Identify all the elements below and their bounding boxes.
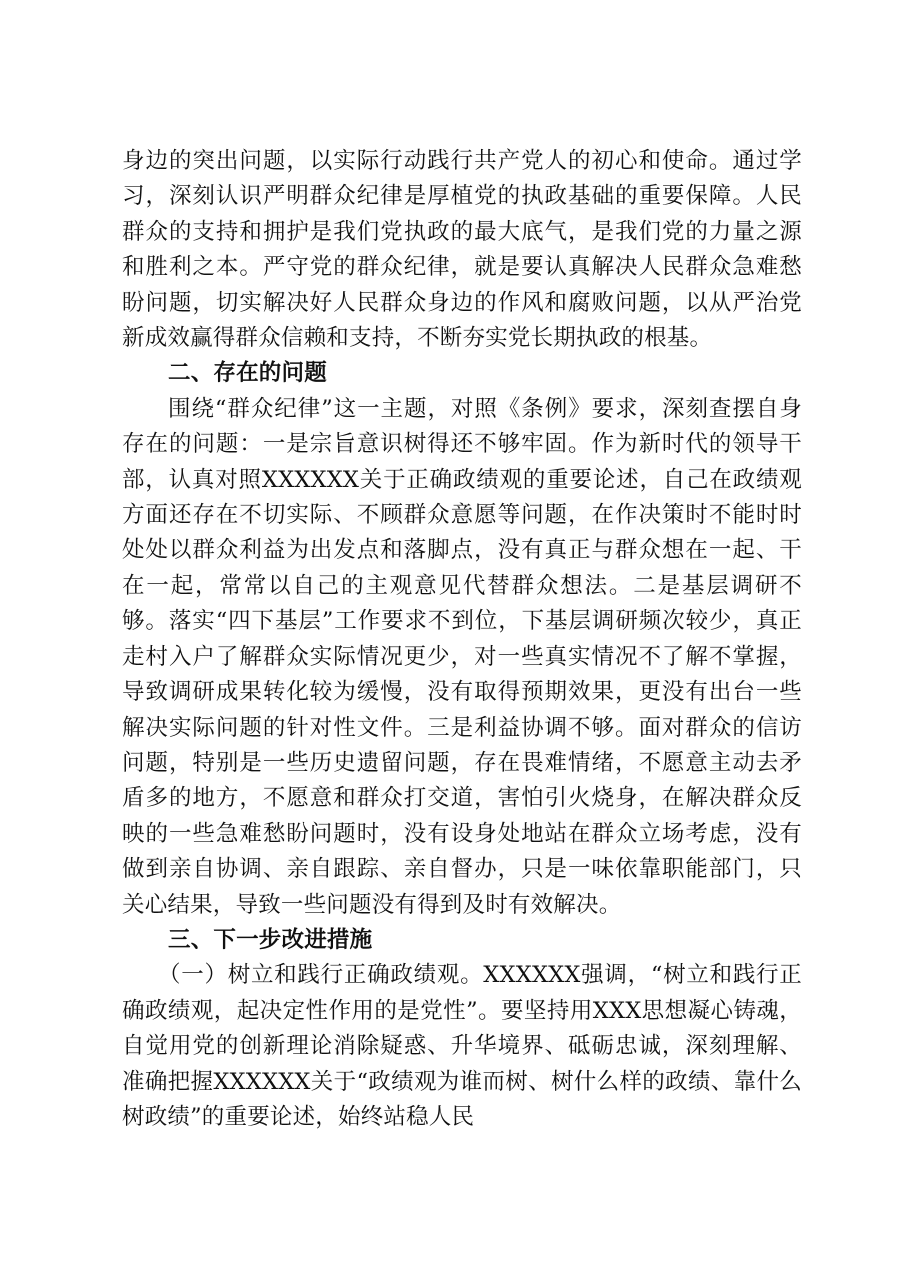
problems-paragraph: 围绕“群众纪律”这一主题，对照《条例》要求，深刻查摆自身存在的问题：一是宗旨意识树得还不够牢固。作为新时代的领导干部，认真对照XXXXXX关于正确政绩观的重要论述，自己在政绩观方面还存在不切实际、不顾群众意愿等问题，在作决策时不能时时处处以群众利益为出发点和落脚点，没有真正与群众想在一起、干在一起，常常以自己的主观意见代替群众想法。二是基层调研不够。落实“四下基层”工作要求不到位，下基层调研频次较少，真正走村入户了解群众实际情况更少，对一些真实情况不了解不掌握，导致调研成果转化较为缓慢，没有取得预期效果，更没有出台一些解决实际问题的针对性文件。三是利益协调不够。面对群众的信访问题，特别是一些历史遗留问题，存在畏难情绪，不愿意主动去矛盾多的地方，不愿意和群众打交道，害怕引火烧身，在解决群众反映的一些急难愁盼问题时，没有设身处地站在群众立场考虑，没有做到亲自协调、亲自跟踪、亲自督办，只是一味依靠职能部门，只关心结果，导致一些问题没有得到及时有效解决。	[122, 395, 802, 918]
document-body	[122, 144, 802, 1135]
improvements-paragraph: （一）树立和践行正确政绩观。XXXXXX强调，“树立和践行正确政绩观，起决定性作用的是党性”。要坚持用XXX思想凝心铸魂，自觉用党的创新理论消除疑惑、升华境界、砥砺忠诚，深刻理解、准确把握XXXXXX关于“政绩观为谁而树、树什么样的政绩、靠什么树政绩”的重要论述，始终站稳人民	[122, 962, 802, 1130]
section-heading-improvements: 三、下一步改进措施	[168, 926, 373, 953]
continuation-paragraph: 身边的突出问题，以实际行动践行共产党人的初心和使命。通过学习，深刻认识严明群众纪律是厚植党的执政基础的重要保障。人民群众的支持和拥护是我们党执政的最大底气，是我们党的力量之源和胜利之本。严守党的群众纪律，就是要认真解决人民群众急难愁盼问题，切实解决好人民群众身边的作风和腐败问题，以从严治党新成效赢得群众信赖和支持，不断夯实党长期执政的根基。	[122, 148, 802, 352]
section-heading-problems: 二、存在的问题	[168, 360, 327, 387]
